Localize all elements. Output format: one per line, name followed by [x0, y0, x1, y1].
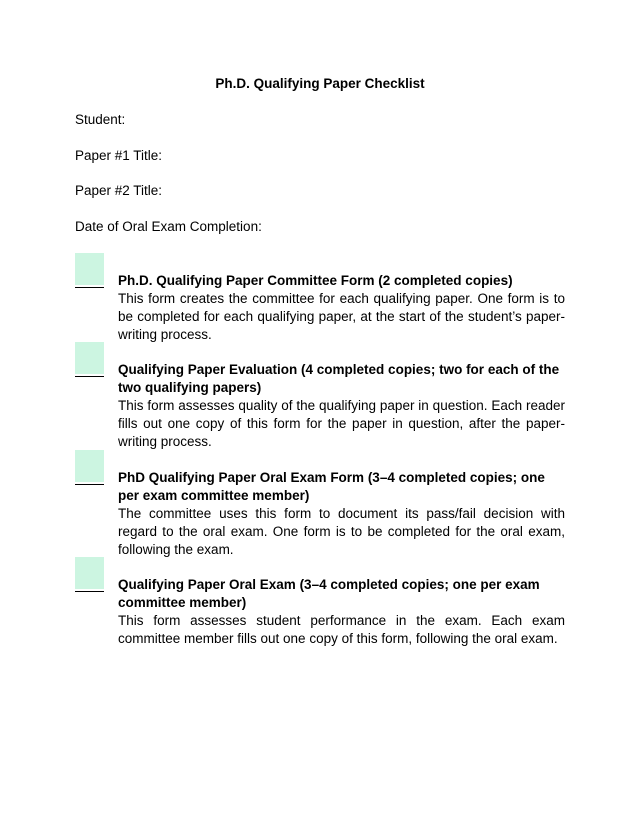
checklist-item-description: The committee uses this form to document its pass/fail decision with regard to the oral exam. One form is to be completed for the oral exam, following the exam.: [118, 506, 565, 557]
checklist-item-text: [118, 469, 565, 559]
checkbox[interactable]: [75, 253, 104, 285]
checklist-item-text: [118, 272, 565, 344]
checklist-item-title: Qualifying Paper Oral Exam (3–4 completed copies; one per exam committee member): [118, 577, 540, 610]
check-blank-line: [75, 376, 104, 377]
checklist-item-title: Ph.D. Qualifying Paper Committee Form (2 completed copies): [118, 273, 513, 288]
checklist-item-description: This form creates the committee for each qualifying paper. One form is to be completed for each qualifying paper, at the start of the student’s paper-writing process.: [118, 291, 565, 342]
paper-2-title-field-label: Paper #2 Title:: [75, 183, 163, 198]
checkbox[interactable]: [75, 450, 104, 482]
checklist-item-title: PhD Qualifying Paper Oral Exam Form (3–4 completed copies; one per exam committee member): [118, 470, 545, 503]
checklist-item-title: Qualifying Paper Evaluation (4 completed copies; two for each of the two qualifying papers): [118, 362, 560, 395]
check-blank-line: [75, 591, 104, 592]
checklist-item-description: This form assesses student performance in the exam. Each exam committee member fills out one copy of this form, following the oral exam.: [118, 613, 565, 646]
checkbox[interactable]: [75, 557, 104, 589]
check-blank-line: [75, 484, 104, 485]
check-blank-line: [75, 287, 104, 288]
checklist-item-text: [118, 361, 565, 451]
checklist-item-description: This form assesses quality of the qualifying paper in question. Each reader fills out one copy of this form for the paper in question, after the paper-writing process.: [118, 398, 565, 449]
student-field-label: Student:: [75, 112, 126, 127]
page-title: Ph.D. Qualifying Paper Checklist: [215, 76, 425, 91]
paper-1-title-field-label: Paper #1 Title:: [75, 148, 163, 163]
checkbox[interactable]: [75, 342, 104, 374]
oral-exam-date-field-label: Date of Oral Exam Completion:: [75, 219, 262, 234]
checklist-item-text: [118, 576, 565, 648]
